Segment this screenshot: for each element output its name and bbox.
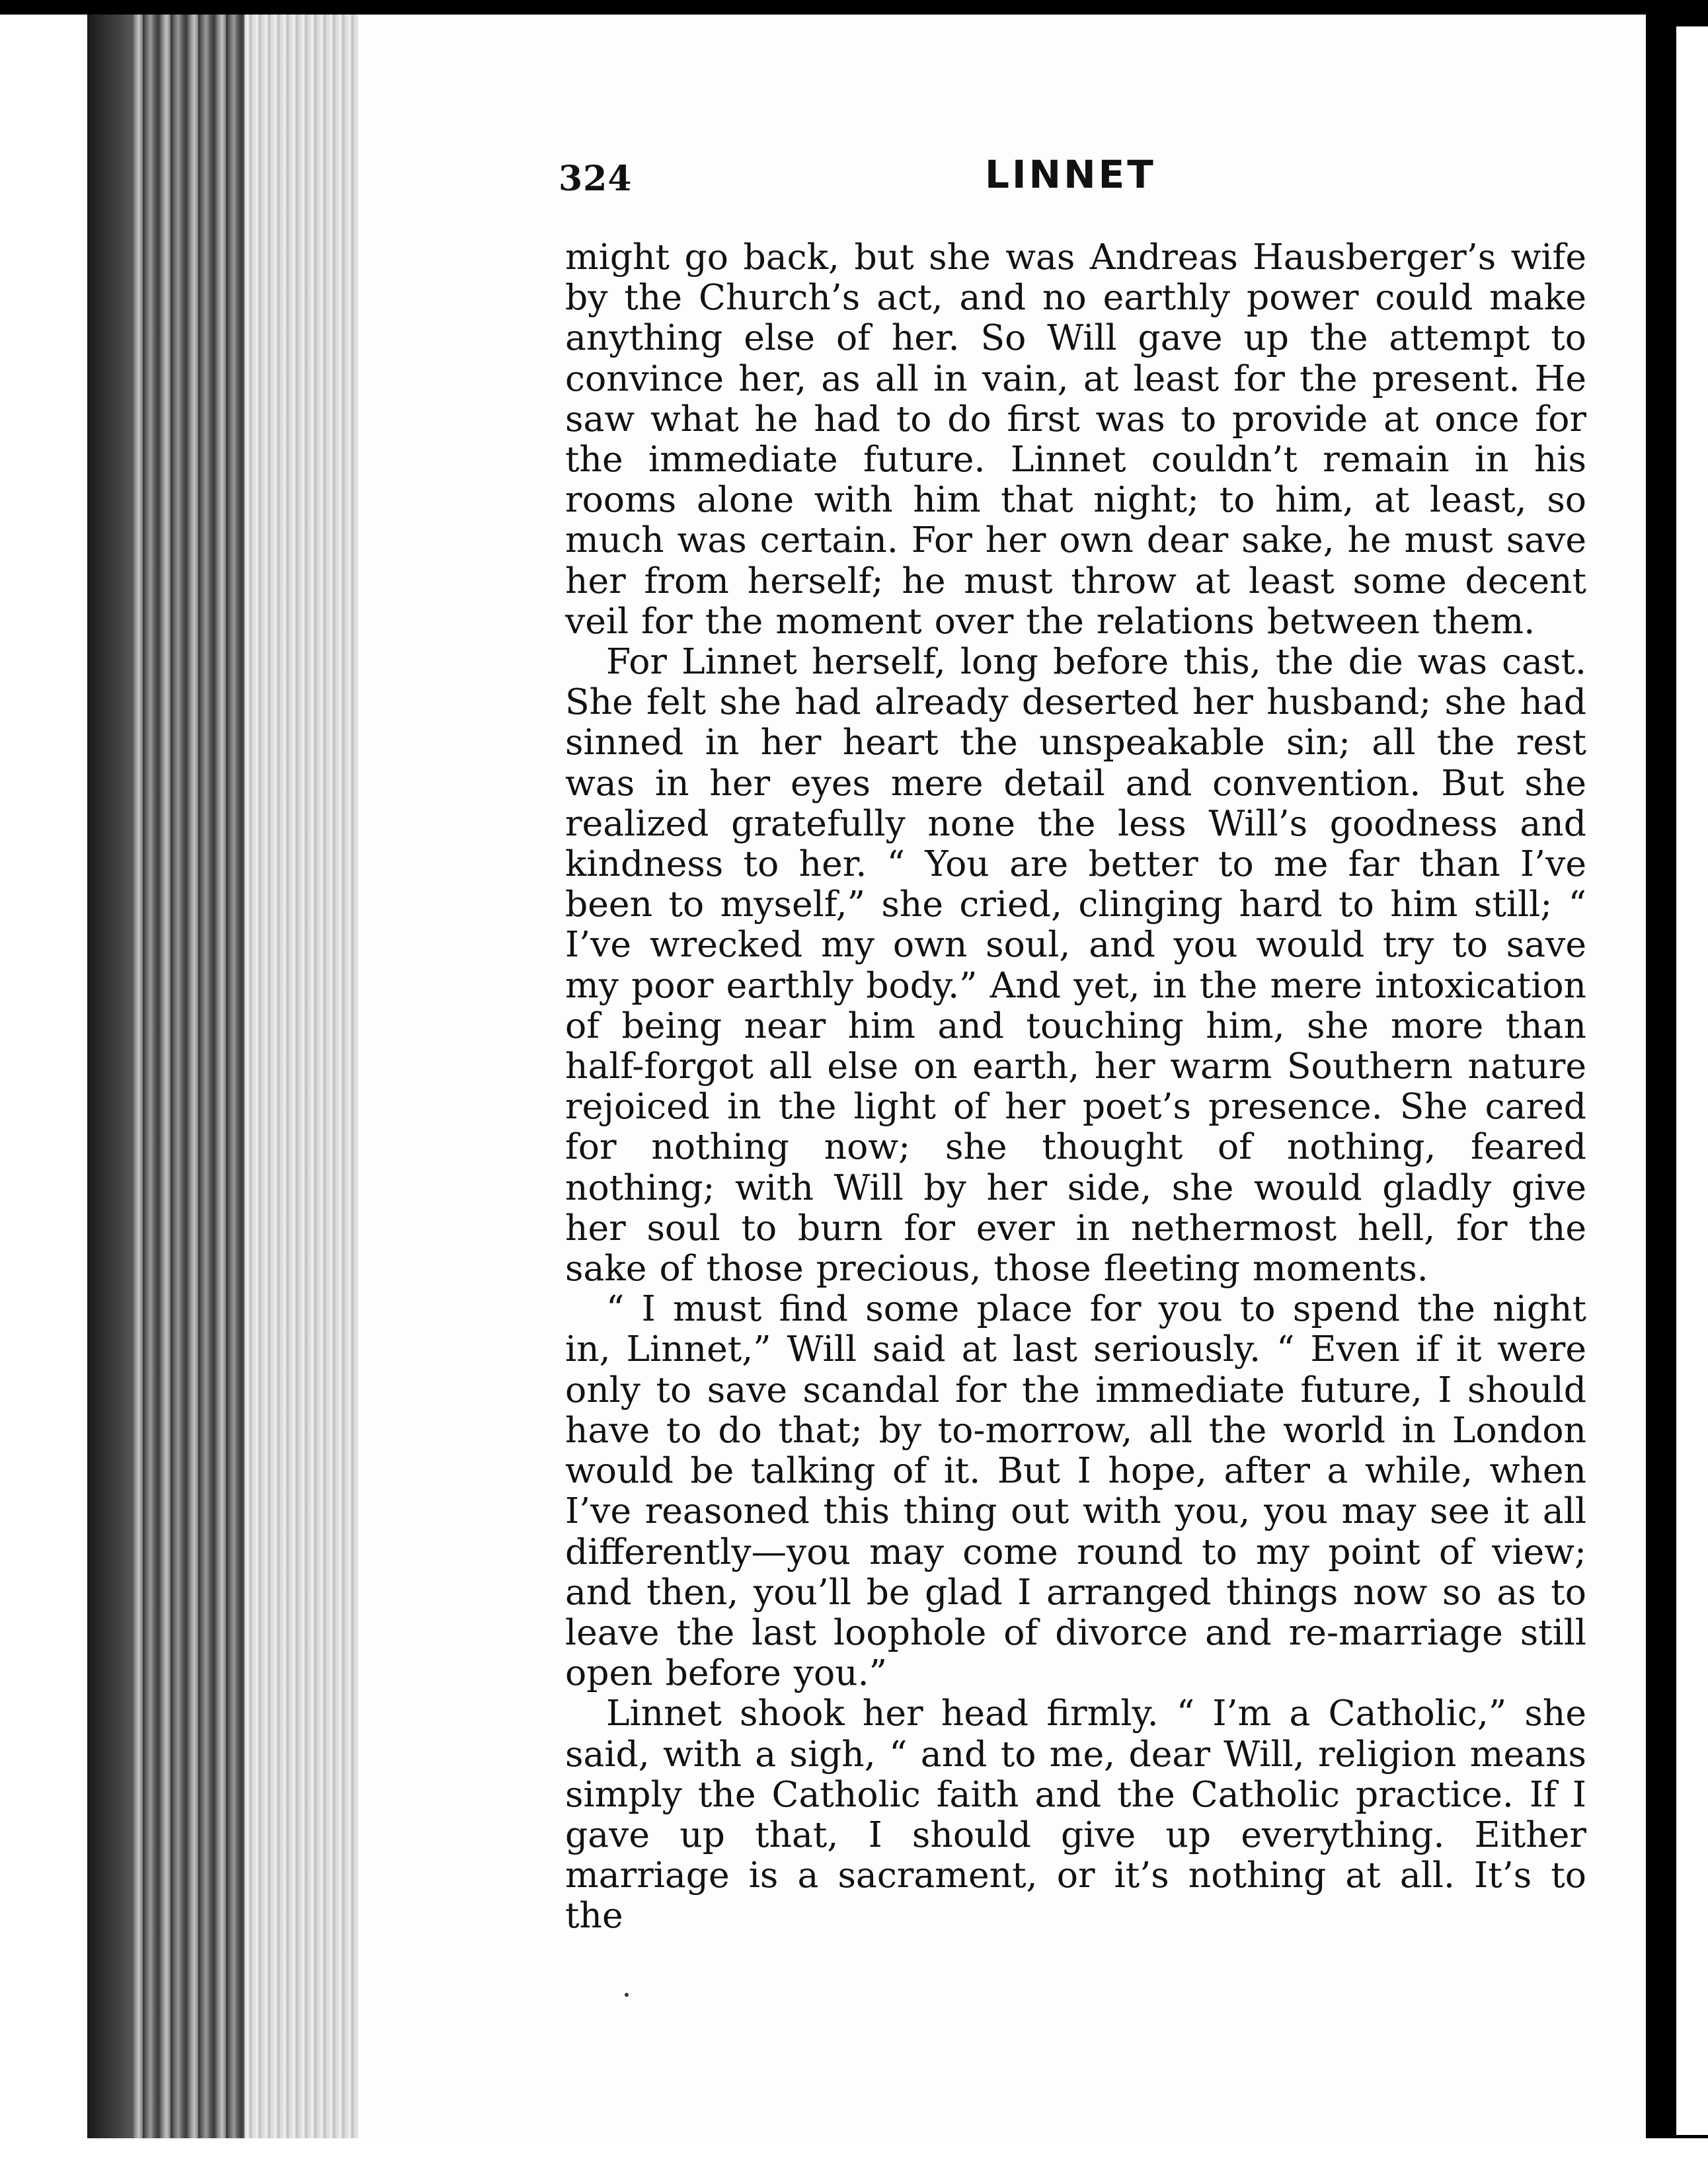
scan-margin-left (0, 0, 86, 2168)
running-title: LINNET (985, 152, 1156, 197)
scan-margin-right (1676, 26, 1708, 2135)
running-head (559, 152, 1586, 205)
scan-border-top (0, 0, 1708, 15)
paragraph-3: “ I must find some place for you to spend the night in, Linnet,” Will said at last seriously. “ Even if it were only to save scandal for the immediate future, I should have to do that; by to-morrow, all the world in London would be talking of it. But I hope, after a while, when I’ve reasoned this thing out with you, you may see it all differently—you may come round to my point of view; and then, you’ll be glad I arranged things now so as to leave the last loophole of divorce and re-marriage still open before you.” (565, 1288, 1586, 1694)
page-number: 324 (559, 159, 633, 199)
body-text (565, 237, 1586, 1936)
book-edge-pages (245, 7, 358, 2142)
book-edge-shadow (87, 7, 134, 2142)
paragraph-4: Linnet shook her head firmly. “ I’m a Catholic,” she said, with a sigh, “ and to me, dear Will, religion means simply the Catholic faith and the Catholic practice. If I gave up that, I should give up everything. Either marriage is a sacrament, or it’s nothing at all. It’s to the (565, 1692, 1586, 1937)
paragraph-2: For Linnet herself, long before this, the die was cast. She felt she had already deserted her husband; she had sinned in her heart the unspeakable sin; all the rest was in her eyes mere detail and convention. But she realized gratefully none the less Will’s goodness and kindness to her. “ You are better to me far than I’ve been to myself,” she cried, clinging hard to him still; “ I’ve wrecked my own soul, and you would try to save my poor earthly body.” And yet, in the mere intoxication of being near him and touching him, she more than half-forgot all else on earth, her warm Southern nature rejoiced in the light of her poet’s presence. She cared for nothing now; she thought of nothing, feared nothing; with Will by her side, she would gladly give her soul to burn for ever in nethermost hell, for the sake of those precious, those fleeting moments. (565, 640, 1586, 1290)
scan-speck (625, 1993, 629, 1997)
paragraph-1: might go back, but she was Andreas Hausberger’s wife by the Church’s act, and no earthly power could make anything else of her. So Will gave up the attempt to convince her, as all in vain, at least for the present. He saw what he had to do first was to provide at once for the immediate future. Linnet couldn’t remain in his rooms alone with him that night; to him, at least, so much was certain. For her own dear sake, he must save her from herself; he must throw at least some decent veil for the moment over the relations between them. (565, 236, 1586, 642)
scan-margin-bottom (0, 2138, 1708, 2168)
